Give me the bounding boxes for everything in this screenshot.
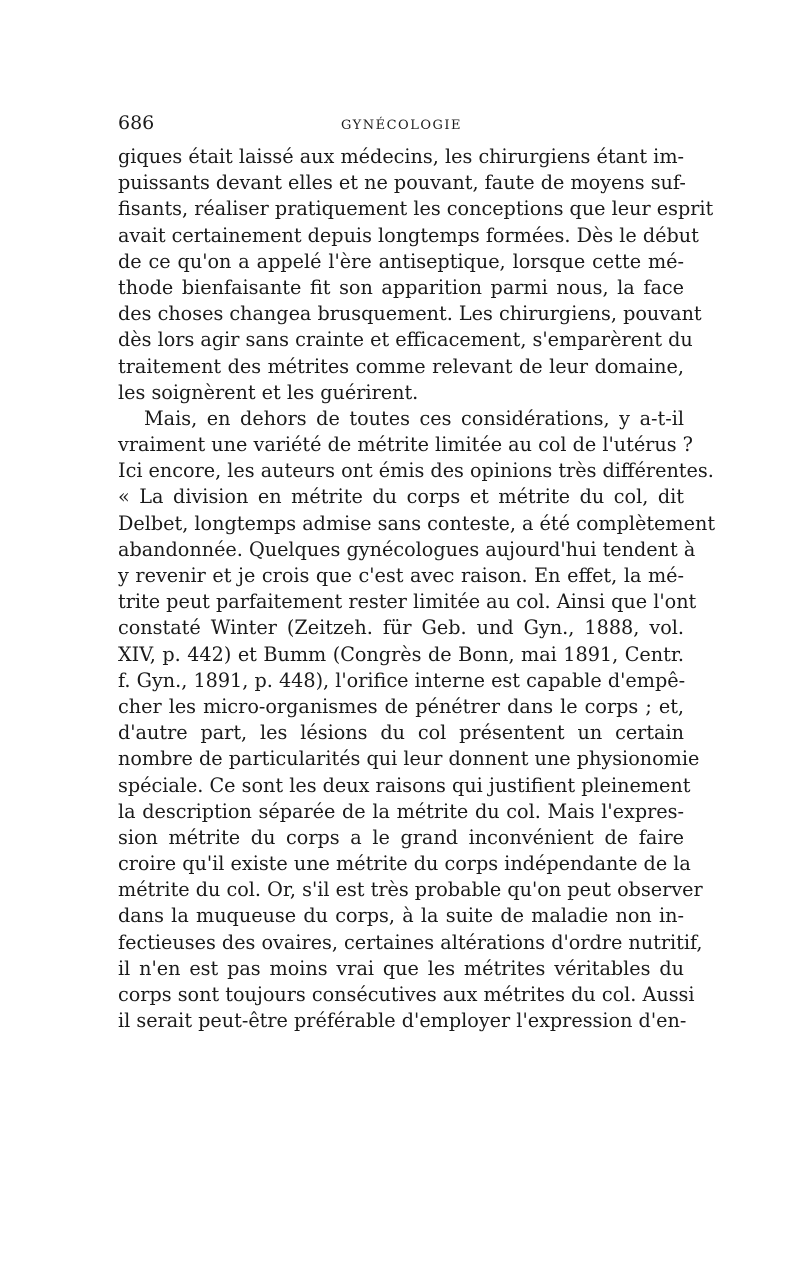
text-line: métrite du col. Or, s'il est très probable qu'on peut observer [118,878,703,902]
text-line: il serait peut-être préférable d'employer l'expression d'en- [118,1009,687,1033]
text-line: corps sont toujours consécutives aux métrites du col. Aussi [118,983,695,1006]
text-line: la description séparée de la métrite du col. Mais l'expres- [118,799,684,823]
text-line: trite peut parfaitement rester limitée au col. Ainsi que l'ont [118,590,697,614]
text-line: avait certainement depuis longtemps formées. Dès le début [118,223,699,247]
text-line: XIV, p. 442) et Bumm (Congrès de Bonn, mai 1891, Centr. [118,642,684,666]
text-line: « La division en métrite du corps et métrite du col, dit [118,485,684,509]
text-line: Delbet, longtemps admise sans conteste, a été complètement [118,511,716,535]
text-line: des choses changea brusquement. Les chirurgiens, pouvant [118,302,702,326]
text-line: giques était laissé aux médecins, les chirurgiens étant im- [118,145,684,168]
text-line: Mais, en dehors de toutes ces considérations, y a-t-il [144,406,684,430]
book-page [118,112,716,1034]
text-line: les soignèrent et les guérirent. [118,380,419,404]
text-line: vraiment une variété de métrite limitée au col de l'utérus ? [118,433,693,457]
text-line: dans la muqueuse du corps, à la suite de maladie non in- [118,904,684,928]
text-line: f. Gyn., 1891, p. 448), l'orifice interne est capable d'empê- [118,668,686,692]
paragraph [118,406,716,1035]
text-line: traitement des métrites comme relevant de leur domaine, [118,354,684,378]
text-line: sion métrite du corps a le grand inconvénient de faire [118,825,684,849]
text-line: il n'en est pas moins vrai que les métrites véritables du [118,956,684,980]
paragraph [118,144,714,406]
page-number: 686 [118,112,155,134]
text-line: d'autre part, les lésions du col présentent un certain [118,721,684,745]
text-line: nombre de particularités qui leur donnent une physionomie [118,747,700,771]
text-line: constaté Winter (Zeitzeh. für Geb. und Gyn., 1888, vol. [118,616,684,640]
text-line: croire qu'il existe une métrite du corps indépendante de la [118,852,691,876]
text-line: y revenir et je crois que c'est avec raison. En effet, la mé- [118,564,684,587]
text-line: Ici encore, les auteurs ont émis des opinions très différentes. [118,459,714,483]
text-line: abandonnée. Quelques gynécologues aujourd'hui tendent à [118,537,696,561]
body-text [118,144,716,1034]
text-line: de ce qu'on a appelé l'ère antiseptique, lorsque cette mé- [118,249,684,273]
text-line: dès lors agir sans crainte et efficacement, s'emparèrent du [118,328,693,352]
text-line: thode bienfaisante fit son apparition parmi nous, la face [118,275,684,299]
text-line: fectieuses des ovaires, certaines altérations d'ordre nutritif, [118,930,703,954]
text-line: cher les micro-organismes de pénétrer dans le corps ; et, [118,694,684,718]
text-line: spéciale. Ce sont les deux raisons qui justifient pleinement [118,773,691,797]
running-head [118,112,684,142]
text-line: fisants, réaliser pratiquement les conceptions que leur esprit [118,197,714,221]
running-title: GYNÉCOLOGIE [341,118,463,133]
text-line: puissants devant elles et ne pouvant, faute de moyens suf- [118,171,686,195]
